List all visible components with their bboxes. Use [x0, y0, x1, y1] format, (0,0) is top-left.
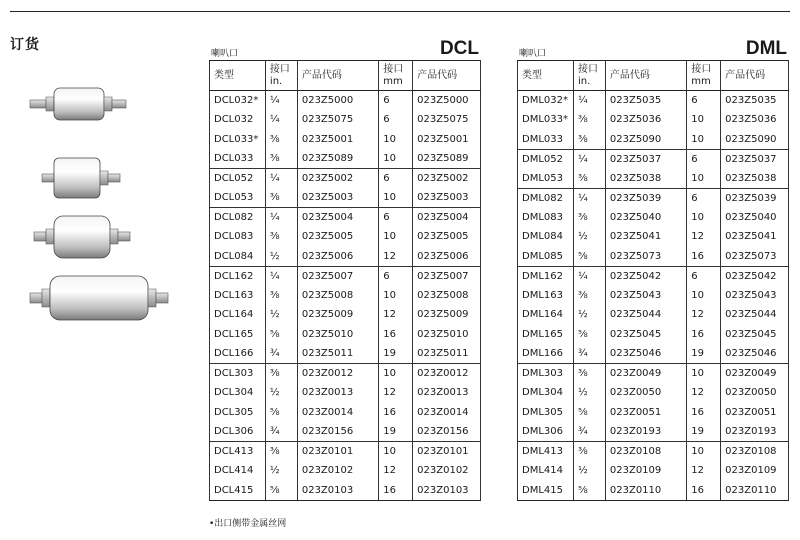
model-cell: DML053: [518, 169, 574, 189]
conn-mm-cell: 19: [687, 344, 721, 364]
col-header-conn-mm: 接口 mm: [379, 61, 413, 91]
table-row: [518, 208, 789, 228]
code-in-cell: 023Z5006: [297, 247, 378, 267]
code-in-cell: 023Z5009: [297, 305, 378, 325]
model-cell: DML163: [518, 286, 574, 306]
conn-mm-cell: 16: [687, 247, 721, 267]
code-in-cell: 023Z5011: [297, 344, 378, 364]
col-header-type: 类型: [518, 61, 574, 91]
table-row: [210, 130, 481, 150]
dcl-column-headers: [210, 61, 481, 91]
filter-drier-icon: [28, 82, 178, 332]
table-row: [210, 247, 481, 267]
table-row: [518, 403, 789, 423]
dml-series-title: DML: [745, 38, 787, 59]
code-mm-cell: 023Z0102: [417, 465, 469, 477]
table-row: [518, 130, 789, 150]
dcl-table-header: [209, 38, 481, 60]
code-in-cell: 023Z0013: [297, 383, 378, 403]
col-header-conn-in: 接口 in.: [573, 61, 605, 91]
dml-table-header: [517, 38, 789, 60]
code-mm-cell: 023Z0051: [725, 406, 777, 418]
code-mm-cell: 023Z5042: [725, 270, 777, 282]
code-in-cell: 023Z0102: [297, 461, 378, 481]
model-cell: DML165: [518, 325, 574, 345]
model-cell: DML305: [518, 403, 574, 423]
model-cell: DML415: [518, 481, 574, 501]
conn-in-cell: ¾: [573, 344, 605, 364]
conn-mm-cell: 6: [379, 266, 413, 286]
code-in-cell: 023Z5046: [605, 344, 686, 364]
conn-in-cell: ¼: [265, 169, 297, 189]
model-cell: DML303: [518, 364, 574, 384]
code-mm-cell: 023Z5075: [417, 114, 469, 126]
table-row: [518, 305, 789, 325]
conn-mm-cell: 16: [687, 325, 721, 345]
dml-ordering-table: [517, 38, 789, 501]
model-cell: DCL303: [210, 364, 266, 384]
code-in-cell: 023Z5075: [297, 110, 378, 130]
code-in-cell: 023Z5035: [605, 91, 686, 111]
conn-mm-cell: 10: [379, 364, 413, 384]
dcl-ordering-table: [209, 38, 481, 501]
code-mm-cell: 023Z5010: [417, 328, 469, 340]
conn-mm-cell: 10: [379, 188, 413, 208]
table-row: [210, 286, 481, 306]
code-mm-cell: 023Z5038: [721, 169, 789, 189]
code-mm-cell: 023Z5043: [725, 289, 777, 301]
code-in-cell: 023Z0110: [605, 481, 686, 501]
conn-mm-cell: 6: [379, 169, 413, 189]
table-row: [518, 169, 789, 189]
conn-in-cell: ½: [573, 227, 605, 247]
code-in-cell: 023Z5040: [605, 208, 686, 228]
table-row: [518, 188, 789, 208]
conn-mm-cell: 12: [687, 305, 721, 325]
conn-in-cell: ⅜: [573, 130, 605, 150]
model-cell: DCL084: [210, 247, 266, 267]
model-cell: DCL304: [210, 383, 266, 403]
model-cell: DML082: [518, 188, 574, 208]
table-row: [210, 149, 481, 169]
code-in-cell: 023Z5002: [297, 169, 378, 189]
code-mm-cell: 023Z5004: [417, 212, 469, 223]
code-mm-cell: 023Z5000: [417, 95, 469, 106]
conn-mm-cell: 12: [379, 305, 413, 325]
table-row: [518, 461, 789, 481]
code-in-cell: 023Z5073: [605, 247, 686, 267]
conn-in-cell: ¼: [573, 91, 605, 111]
conn-in-cell: ⅝: [573, 247, 605, 267]
model-cell: DCL053: [210, 188, 266, 208]
model-cell: DML033*: [518, 110, 574, 130]
conn-mm-cell: 10: [687, 169, 721, 189]
code-in-cell: 023Z5037: [605, 149, 686, 169]
col-header-conn-mm: 接口 mm: [687, 61, 721, 91]
conn-in-cell: ⅜: [265, 188, 297, 208]
conn-in-cell: ⅜: [573, 442, 605, 462]
col-header-type: 类型: [210, 61, 266, 91]
conn-mm-cell: 10: [687, 442, 721, 462]
code-mm-cell: 023Z0050: [725, 387, 777, 399]
code-mm-cell: 023Z5090: [721, 130, 789, 150]
model-cell: DCL306: [210, 422, 266, 442]
code-in-cell: 023Z5089: [297, 149, 378, 169]
col-header-code-mm: 产品代码: [721, 61, 789, 91]
code-mm-cell: 023Z0014: [417, 406, 469, 418]
conn-in-cell: ½: [573, 461, 605, 481]
conn-mm-cell: 6: [379, 91, 413, 111]
table-row: [210, 305, 481, 325]
model-cell: DCL165: [210, 325, 266, 345]
conn-in-cell: ½: [265, 461, 297, 481]
conn-mm-cell: 10: [687, 110, 721, 130]
conn-mm-cell: 6: [687, 91, 721, 111]
conn-in-cell: ⅜: [573, 169, 605, 189]
model-cell: DCL082: [210, 208, 266, 228]
model-cell: DML414: [518, 461, 574, 481]
conn-mm-cell: 12: [687, 461, 721, 481]
code-mm-cell: 023Z0049: [725, 368, 777, 379]
code-in-cell: 023Z5043: [605, 286, 686, 306]
conn-in-cell: ¼: [573, 149, 605, 169]
conn-mm-cell: 10: [687, 208, 721, 228]
table-row: [210, 266, 481, 286]
top-rule: [10, 11, 790, 12]
dml-table-body: [518, 91, 789, 501]
table-row: [210, 208, 481, 228]
dml-column-headers: [518, 61, 789, 91]
model-cell: DCL413: [210, 442, 266, 462]
model-cell: DCL083: [210, 227, 266, 247]
code-mm-cell: 023Z5046: [721, 344, 789, 364]
code-in-cell: 023Z5039: [605, 188, 686, 208]
table-row: [210, 422, 481, 442]
conn-mm-cell: 16: [379, 325, 413, 345]
model-cell: DCL032*: [210, 91, 266, 111]
code-in-cell: 023Z0014: [297, 403, 378, 423]
table-row: [210, 325, 481, 345]
table-row: [518, 266, 789, 286]
model-cell: DCL032: [210, 110, 266, 130]
conn-mm-cell: 10: [379, 442, 413, 462]
col-header-code-in: 产品代码: [297, 61, 378, 91]
code-mm-cell: 023Z5073: [721, 247, 789, 267]
code-in-cell: 023Z5007: [297, 266, 378, 286]
code-in-cell: 023Z5036: [605, 110, 686, 130]
code-mm-cell: 023Z0101: [417, 446, 469, 457]
code-in-cell: 023Z0101: [297, 442, 378, 462]
conn-in-cell: ⅜: [573, 110, 605, 130]
conn-in-cell: ½: [265, 383, 297, 403]
dcl-table-body: [210, 91, 481, 501]
model-cell: DCL162: [210, 266, 266, 286]
code-mm-cell: 023Z0103: [417, 484, 469, 496]
model-cell: DML052: [518, 149, 574, 169]
conn-in-cell: ⅜: [265, 149, 297, 169]
code-mm-cell: 023Z5044: [725, 309, 777, 321]
code-in-cell: 023Z5000: [297, 91, 378, 111]
conn-in-cell: ⅝: [265, 325, 297, 345]
code-in-cell: 023Z5038: [605, 169, 686, 189]
conn-mm-cell: 6: [379, 110, 413, 130]
code-mm-cell: 023Z0193: [721, 422, 789, 442]
code-mm-cell: 023Z5009: [417, 309, 469, 321]
table-row: [210, 481, 481, 501]
conn-mm-cell: 12: [379, 461, 413, 481]
model-cell: DML166: [518, 344, 574, 364]
conn-mm-cell: 6: [687, 188, 721, 208]
conn-in-cell: ¼: [265, 91, 297, 111]
code-in-cell: 023Z0012: [297, 364, 378, 384]
dml-connection-label: 喇叭口: [519, 49, 547, 59]
col-header-code-mm: 产品代码: [413, 61, 481, 91]
code-mm-cell: 023Z0156: [413, 422, 481, 442]
code-mm-cell: 023Z5003: [413, 188, 481, 208]
conn-in-cell: ⅜: [265, 286, 297, 306]
conn-in-cell: ½: [573, 305, 605, 325]
dcl-series-title: DCL: [439, 38, 479, 59]
conn-mm-cell: 19: [687, 422, 721, 442]
code-mm-cell: 023Z0013: [417, 387, 469, 399]
conn-mm-cell: 19: [379, 422, 413, 442]
table-row: [210, 403, 481, 423]
conn-in-cell: ½: [265, 305, 297, 325]
table-row: [518, 247, 789, 267]
filter-drier-illustrations: [28, 82, 178, 332]
table-row: [210, 442, 481, 462]
table-row: [518, 149, 789, 169]
code-mm-cell: 023Z5041: [725, 231, 777, 243]
code-mm-cell: 023Z0109: [725, 465, 777, 477]
table-row: [518, 383, 789, 403]
code-in-cell: 023Z5008: [297, 286, 378, 306]
table-row: [210, 110, 481, 130]
table-row: [210, 91, 481, 111]
conn-mm-cell: 6: [687, 266, 721, 286]
code-in-cell: 023Z5004: [297, 208, 378, 228]
code-mm-cell: 023Z5001: [417, 133, 469, 145]
conn-in-cell: ¼: [573, 266, 605, 286]
model-cell: DCL415: [210, 481, 266, 501]
table-row: [518, 91, 789, 111]
conn-mm-cell: 12: [379, 383, 413, 403]
code-mm-cell: 023Z5005: [417, 231, 469, 243]
model-cell: DCL414: [210, 461, 266, 481]
conn-in-cell: ¾: [265, 422, 297, 442]
code-mm-cell: 023Z0108: [725, 446, 777, 457]
code-mm-cell: 023Z5006: [413, 247, 481, 267]
conn-mm-cell: 10: [379, 227, 413, 247]
code-in-cell: 023Z5001: [297, 130, 378, 150]
dcl-table: [209, 60, 481, 501]
section-title: 订货: [10, 37, 40, 53]
conn-mm-cell: 12: [687, 383, 721, 403]
code-in-cell: 023Z5090: [605, 130, 686, 150]
table-row: [518, 364, 789, 384]
model-cell: DML304: [518, 383, 574, 403]
model-cell: DML162: [518, 266, 574, 286]
model-cell: DCL033*: [210, 130, 266, 150]
conn-in-cell: ¼: [265, 208, 297, 228]
conn-mm-cell: 12: [379, 247, 413, 267]
table-row: [518, 481, 789, 501]
model-cell: DML033: [518, 130, 574, 150]
table-row: [210, 461, 481, 481]
model-cell: DML032*: [518, 91, 574, 111]
conn-in-cell: ½: [573, 383, 605, 403]
table-row: [518, 422, 789, 442]
conn-in-cell: ⅜: [573, 208, 605, 228]
conn-in-cell: ⅝: [573, 403, 605, 423]
model-cell: DCL052: [210, 169, 266, 189]
code-mm-cell: 023Z0012: [417, 368, 469, 379]
conn-mm-cell: 10: [379, 286, 413, 306]
conn-mm-cell: 16: [379, 481, 413, 501]
code-in-cell: 023Z5005: [297, 227, 378, 247]
table-row: [210, 344, 481, 364]
code-mm-cell: 023Z5011: [413, 344, 481, 364]
conn-in-cell: ⅜: [265, 442, 297, 462]
model-cell: DCL033: [210, 149, 266, 169]
code-in-cell: 023Z5044: [605, 305, 686, 325]
code-in-cell: 023Z0051: [605, 403, 686, 423]
conn-mm-cell: 16: [687, 403, 721, 423]
conn-in-cell: ¼: [573, 188, 605, 208]
code-in-cell: 023Z0108: [605, 442, 686, 462]
conn-in-cell: ½: [265, 247, 297, 267]
model-cell: DML413: [518, 442, 574, 462]
table-row: [210, 364, 481, 384]
conn-mm-cell: 6: [687, 149, 721, 169]
code-in-cell: 023Z0109: [605, 461, 686, 481]
code-in-cell: 023Z5041: [605, 227, 686, 247]
conn-in-cell: ¼: [265, 266, 297, 286]
conn-mm-cell: 19: [379, 344, 413, 364]
code-mm-cell: 023Z5037: [725, 153, 777, 165]
conn-mm-cell: 16: [379, 403, 413, 423]
code-in-cell: 023Z5003: [297, 188, 378, 208]
code-mm-cell: 023Z5007: [417, 270, 469, 282]
code-mm-cell: 023Z5002: [417, 173, 469, 184]
conn-mm-cell: 10: [379, 130, 413, 150]
code-in-cell: 023Z0049: [605, 364, 686, 384]
conn-in-cell: ⅜: [265, 364, 297, 384]
code-in-cell: 023Z0103: [297, 481, 378, 501]
model-cell: DCL164: [210, 305, 266, 325]
col-header-conn-in: 接口 in.: [265, 61, 297, 91]
code-in-cell: 023Z5042: [605, 266, 686, 286]
conn-mm-cell: 10: [687, 130, 721, 150]
conn-mm-cell: 6: [379, 208, 413, 228]
model-cell: DML306: [518, 422, 574, 442]
conn-in-cell: ⅜: [573, 286, 605, 306]
code-in-cell: 023Z0050: [605, 383, 686, 403]
code-mm-cell: 023Z5036: [725, 114, 777, 126]
conn-in-cell: ⅝: [573, 325, 605, 345]
conn-mm-cell: 10: [687, 364, 721, 384]
model-cell: DCL166: [210, 344, 266, 364]
table-row: [210, 227, 481, 247]
conn-in-cell: ¾: [573, 422, 605, 442]
table-row: [518, 286, 789, 306]
conn-in-cell: ⅝: [265, 481, 297, 501]
footnote: •出口侧带金属丝网: [209, 519, 287, 529]
code-in-cell: 023Z0156: [297, 422, 378, 442]
col-header-code-in: 产品代码: [605, 61, 686, 91]
model-cell: DML084: [518, 227, 574, 247]
conn-mm-cell: 10: [379, 149, 413, 169]
code-mm-cell: 023Z5035: [725, 95, 777, 106]
model-cell: DCL163: [210, 286, 266, 306]
table-row: [518, 227, 789, 247]
model-cell: DML164: [518, 305, 574, 325]
code-mm-cell: 023Z5008: [417, 289, 469, 301]
table-row: [518, 325, 789, 345]
conn-in-cell: ⅝: [265, 403, 297, 423]
conn-in-cell: ⅜: [265, 130, 297, 150]
dml-table: [517, 60, 789, 501]
code-in-cell: 023Z0193: [605, 422, 686, 442]
code-mm-cell: 023Z5040: [725, 211, 777, 223]
code-mm-cell: 023Z5039: [725, 192, 777, 204]
table-row: [518, 110, 789, 130]
table-row: [210, 188, 481, 208]
table-row: [518, 442, 789, 462]
code-mm-cell: 023Z5089: [413, 149, 481, 169]
code-mm-cell: 023Z5045: [725, 328, 777, 340]
code-mm-cell: 023Z0110: [725, 484, 777, 496]
conn-mm-cell: 16: [687, 481, 721, 501]
conn-in-cell: ⅜: [573, 364, 605, 384]
model-cell: DML085: [518, 247, 574, 267]
conn-mm-cell: 12: [687, 227, 721, 247]
conn-mm-cell: 10: [687, 286, 721, 306]
dcl-connection-label: 喇叭口: [211, 49, 239, 59]
table-row: [518, 344, 789, 364]
conn-in-cell: ¾: [265, 344, 297, 364]
model-cell: DCL305: [210, 403, 266, 423]
conn-in-cell: ¼: [265, 110, 297, 130]
conn-in-cell: ⅝: [573, 481, 605, 501]
table-row: [210, 383, 481, 403]
code-in-cell: 023Z5045: [605, 325, 686, 345]
conn-in-cell: ⅜: [265, 227, 297, 247]
code-in-cell: 023Z5010: [297, 325, 378, 345]
table-row: [210, 169, 481, 189]
model-cell: DML083: [518, 208, 574, 228]
